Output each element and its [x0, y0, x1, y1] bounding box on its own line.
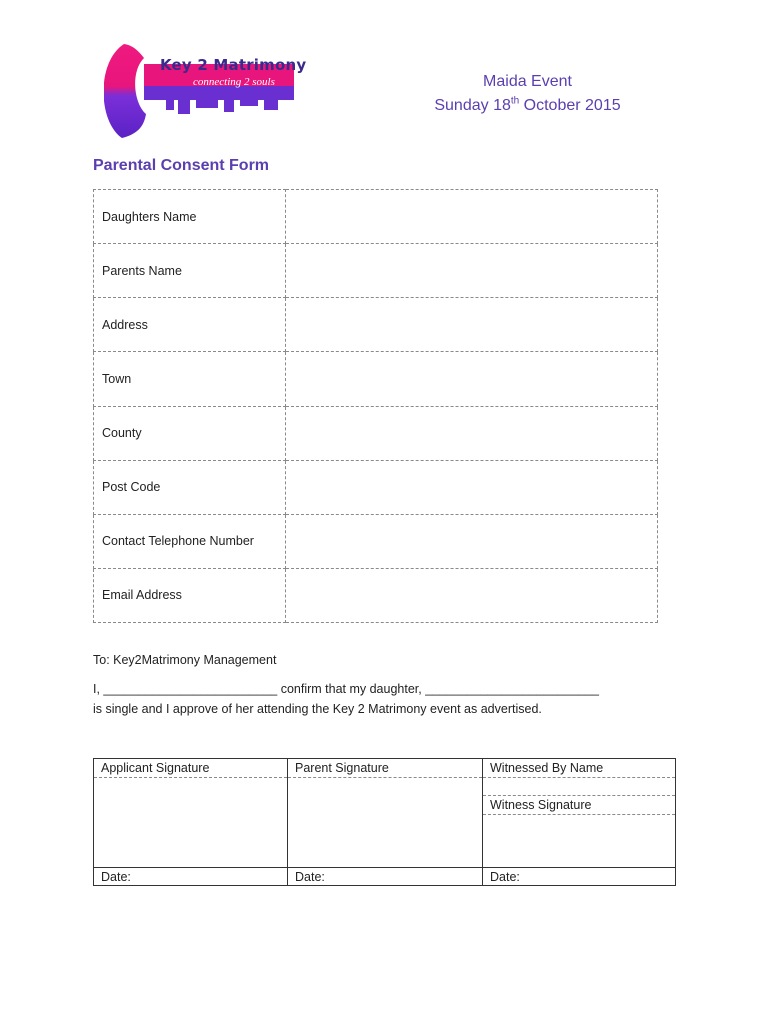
logo-title: Key 2 Matrimony — [160, 56, 307, 74]
witness-name-label: Witnessed By Name — [483, 759, 675, 778]
details-table — [93, 189, 658, 623]
to-line: To: Key2Matrimony Management — [93, 653, 277, 667]
field-label-post-code: Post Code — [94, 460, 286, 514]
witness-column — [482, 758, 676, 886]
table-row — [94, 244, 658, 298]
field-input-town[interactable] — [286, 352, 658, 406]
field-input-email-address[interactable] — [286, 568, 658, 622]
logo-subtitle: connecting 2 souls — [193, 76, 275, 88]
table-row — [94, 460, 658, 514]
field-label-contact-telephone: Contact Telephone Number — [94, 514, 286, 568]
table-row — [94, 514, 658, 568]
field-label-parents-name: Parents Name — [94, 244, 286, 298]
event-date-suffix: October 2015 — [519, 97, 621, 114]
table-row — [94, 568, 658, 622]
applicant-signature-column — [93, 758, 288, 886]
table-row — [94, 298, 658, 352]
witness-name-box[interactable] — [483, 778, 675, 796]
signature-table — [93, 758, 676, 886]
field-input-contact-telephone[interactable] — [286, 514, 658, 568]
witness-date-label: Date: — [483, 867, 675, 886]
event-header — [400, 70, 655, 118]
consent-line-2: is single and I approve of her attending the Key 2 Matrimony event as advertised. — [93, 702, 542, 716]
applicant-date-label: Date: — [94, 867, 287, 886]
field-input-post-code[interactable] — [286, 460, 658, 514]
field-input-parents-name[interactable] — [286, 244, 658, 298]
field-input-daughters-name[interactable] — [286, 190, 658, 244]
form-title: Parental Consent Form — [93, 157, 270, 174]
event-date-sup: th — [510, 95, 520, 107]
field-label-address: Address — [94, 298, 286, 352]
event-date-prefix: Sunday 18 — [434, 97, 511, 114]
applicant-signature-box[interactable] — [94, 778, 287, 867]
table-row — [94, 352, 658, 406]
event-name: Maida Event — [483, 73, 572, 90]
parent-date-label: Date: — [288, 867, 482, 886]
witness-signature-label: Witness Signature — [483, 796, 675, 815]
applicant-signature-label: Applicant Signature — [94, 759, 287, 778]
field-label-daughters-name: Daughters Name — [94, 190, 286, 244]
field-input-county[interactable] — [286, 406, 658, 460]
field-input-address[interactable] — [286, 298, 658, 352]
parent-signature-box[interactable] — [288, 778, 482, 867]
witness-signature-box[interactable] — [483, 815, 675, 867]
table-row — [94, 190, 658, 244]
table-row — [94, 406, 658, 460]
field-label-email-address: Email Address — [94, 568, 286, 622]
parent-signature-column — [287, 758, 483, 886]
event-date — [400, 94, 655, 118]
field-label-county: County — [94, 406, 286, 460]
parent-signature-label: Parent Signature — [288, 759, 482, 778]
field-label-town: Town — [94, 352, 286, 406]
consent-line-1: I, _________________________ confirm that my daughter, _________________________ — [93, 682, 599, 696]
